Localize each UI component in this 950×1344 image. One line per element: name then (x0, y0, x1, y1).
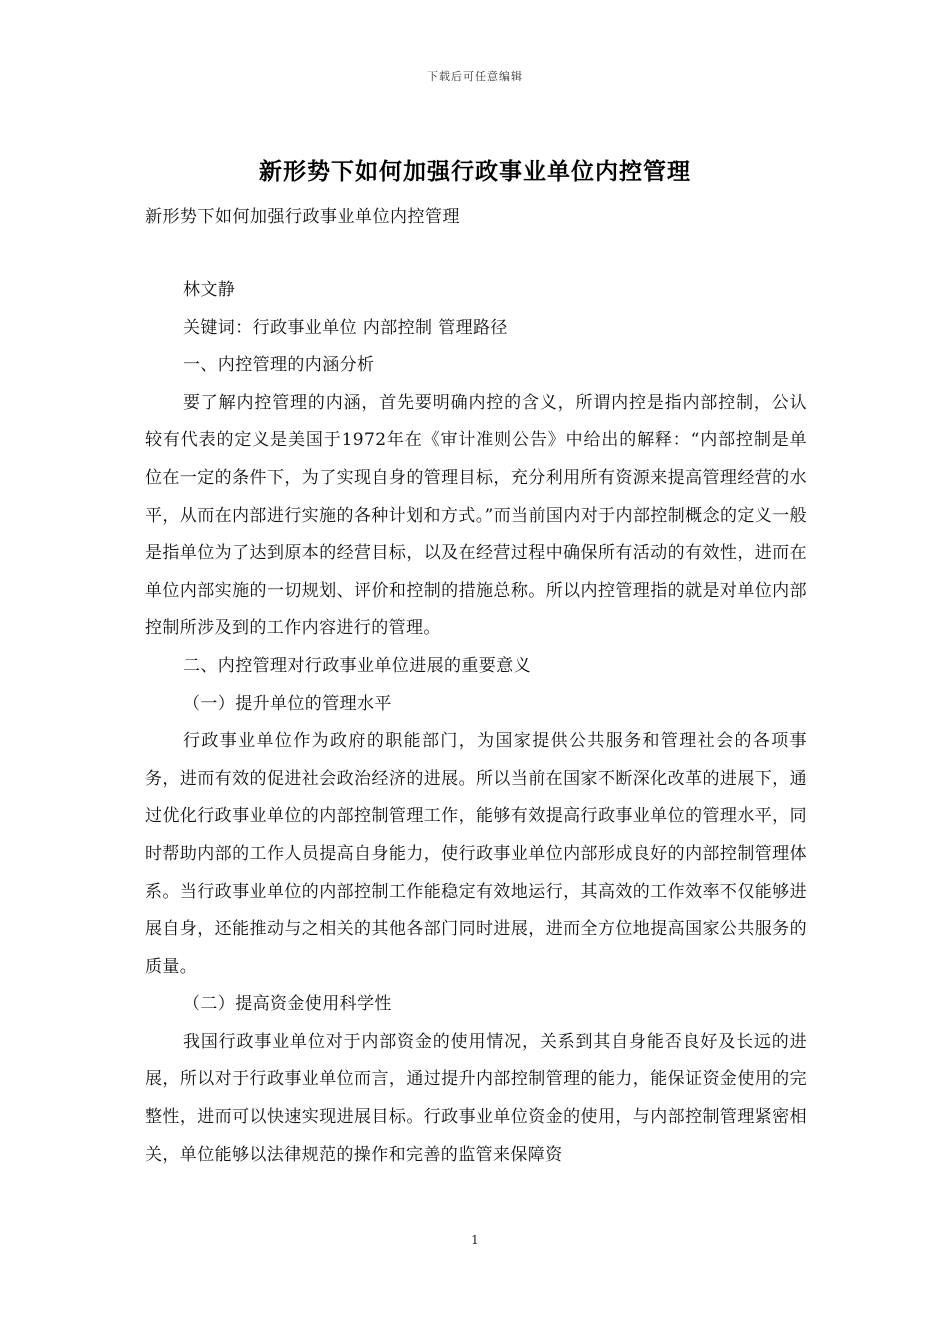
document-body (145, 272, 807, 1174)
section-1-paragraph: 要了解内控管理的内涵，首先要明确内控的含义，所谓内控是指内部控制，公认较有代表的定义是美国于1972年在《审计准则公告》中给出的解释：“内部控制是单位在一定的条件下，为了实现自身的管理目标，充分利用所有资源来提高管理经营的水平，从而在内部进行实施的各种计划和方式。”而当前国内对于内部控制概念的定义一般是指单位为了达到原本的经营目标，以及在经营过程中确保所有活动的有效性，进而在单位内部实施的一切规划、评价和控制的措施总称。所以内控管理指的就是对单位内部控制所涉及到的工作内容进行的管理。 (145, 392, 807, 639)
document-title: 新形势下如何加强行政事业单位内控管理 (259, 158, 691, 185)
keywords-line: 关键词：行政事业单位 内部控制 管理路径 (183, 317, 508, 338)
subsection-2-heading: （二）提高资金使用科学性 (183, 994, 392, 1015)
document-subtitle: 新形势下如何加强行政事业单位内控管理 (145, 207, 460, 227)
subsection-1-paragraph: 行政事业单位作为政府的职能部门，为国家提供公共服务和管理社会的各项事务，进而有效的促进社会政治经济的进展。所以当前在国家不断深化改革的进展下，通过优化行政事业单位的内部控制管理工作，能够有效提高行政事业单位的管理水平，同时帮助内部的工作人员提高自身能力，使行政事业单位内部形成良好的内部控制管理体系。当行政事业单位的内部控制工作能稳定有效地运行，其高效的工作效率不仅能够进展自身，还能推动与之相关的其他各部门同时进展，进而全方位地提高国家公共服务的质量。 (145, 731, 807, 977)
page-number: 1 (471, 1233, 479, 1247)
section-1-heading: 一、内控管理的内涵分析 (183, 355, 375, 376)
section-2-heading: 二、内控管理对行政事业单位进展的重要意义 (183, 655, 531, 676)
header-note: 下载后可任意编辑 (427, 70, 523, 83)
author-line: 林文静 (183, 280, 236, 300)
subsection-2-paragraph: 我国行政事业单位对于内部资金的使用情况，关系到其自身能否良好及长远的进展，所以对于行政事业单位而言，通过提升内部控制管理的能力，能保证资金使用的完整性，进而可以快速实现进展目标。行政事业单位资金的使用，与内部控制管理紧密相关，单位能够以法律规范的操作和完善的监管来保障资 (145, 1031, 807, 1165)
subsection-1-heading: （一）提升单位的管理水平 (183, 693, 392, 714)
